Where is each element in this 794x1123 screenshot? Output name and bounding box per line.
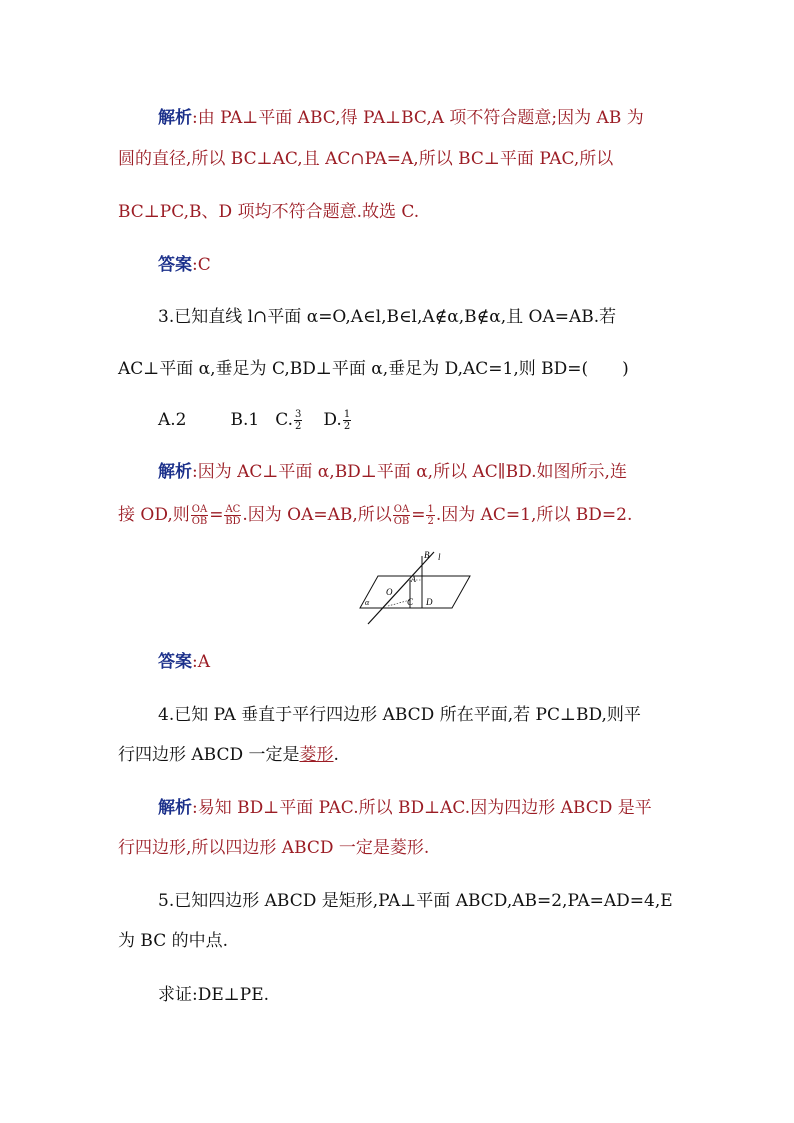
solution-line: BC⊥PC,B、D 项均不符合题意.故选 C. xyxy=(118,202,420,222)
solution-line: 解析:易知 BD⊥平面 PAC.所以 BD⊥AC.因为四边形 ABCD 是平 xyxy=(158,798,652,818)
label-c: C xyxy=(407,597,414,607)
fraction: $\frac{AC}{BD}$ xyxy=(225,504,241,527)
solution-line: 行四边形,所以四边形 ABCD 一定是菱形. xyxy=(118,838,430,858)
option-c: C. $\frac{3}{2}$ xyxy=(275,409,302,432)
answer-value: :A xyxy=(192,652,211,672)
question-line: 求证:DE⊥PE. xyxy=(158,985,270,1005)
solution-line: 接 OD,则 $\frac{OA}{OB}$ = $\frac{AC}{BD}$ .因为 OA=AB,所以 $\frac{OA}{OB}$ = $\frac{1}{2}$ .因为 AC=1,所以 BD=2. xyxy=(118,504,633,527)
option-b: B.1 xyxy=(230,410,260,430)
solution-label: 解析 xyxy=(158,108,192,128)
answer-value: :C xyxy=(192,255,211,275)
question-line: 4.已知 PA 垂直于平行四边形 ABCD 所在平面,若 PC⊥BD,则平 xyxy=(158,705,641,725)
label-o: O xyxy=(386,587,393,597)
geometry-figure xyxy=(358,548,473,626)
answer-line xyxy=(158,253,211,277)
question-line: 为 BC 的中点. xyxy=(118,931,229,951)
solution-label: 解析 xyxy=(158,798,192,818)
answer-line xyxy=(158,650,210,674)
label-b: B xyxy=(424,550,430,560)
fraction: $\frac{OA}{OB}$ xyxy=(393,504,410,527)
label-alpha: α xyxy=(365,598,370,607)
fraction: $\frac{OA}{OB}$ xyxy=(191,504,208,527)
answer-blank: 菱形 xyxy=(299,745,334,765)
question-line: 5.已知四边形 ABCD 是矩形,PA⊥平面 ABCD,AB=2,PA=AD=4,E xyxy=(158,891,673,911)
solution-line: 解析:由 PA⊥平面 ABC,得 PA⊥BC,A 项不符合题意;因为 AB 为 xyxy=(158,108,644,128)
label-a: A xyxy=(411,575,416,584)
solution-line: 圆的直径,所以 BC⊥AC,且 AC∩PA=A,所以 BC⊥平面 PAC,所以 xyxy=(118,149,614,169)
fraction: $\frac{1}{2}$ xyxy=(427,504,434,527)
question-line: 行四边形 ABCD 一定是菱形. xyxy=(118,745,339,765)
options-row xyxy=(158,408,352,432)
answer-label: 答案 xyxy=(158,255,192,275)
solution-line: 解析:因为 AC⊥平面 α,BD⊥平面 α,所以 AC∥BD.如图所示,连 xyxy=(158,462,627,482)
solution-label: 解析 xyxy=(158,462,192,482)
question-line: 3.已知直线 l∩平面 α=O,A∈l,B∈l,A∉α,B∉α,且 OA=AB.若 xyxy=(158,307,617,327)
option-d: D. $\frac{1}{2}$ xyxy=(323,409,351,432)
answer-label: 答案 xyxy=(158,652,192,672)
line-l xyxy=(368,552,434,624)
question-line: AC⊥平面 α,垂足为 C,BD⊥平面 α,垂足为 D,AC=1,则 BD=( ) xyxy=(118,359,629,379)
label-l: l xyxy=(438,552,441,562)
option-a: A.2 xyxy=(158,410,187,430)
label-d: D xyxy=(426,597,433,607)
